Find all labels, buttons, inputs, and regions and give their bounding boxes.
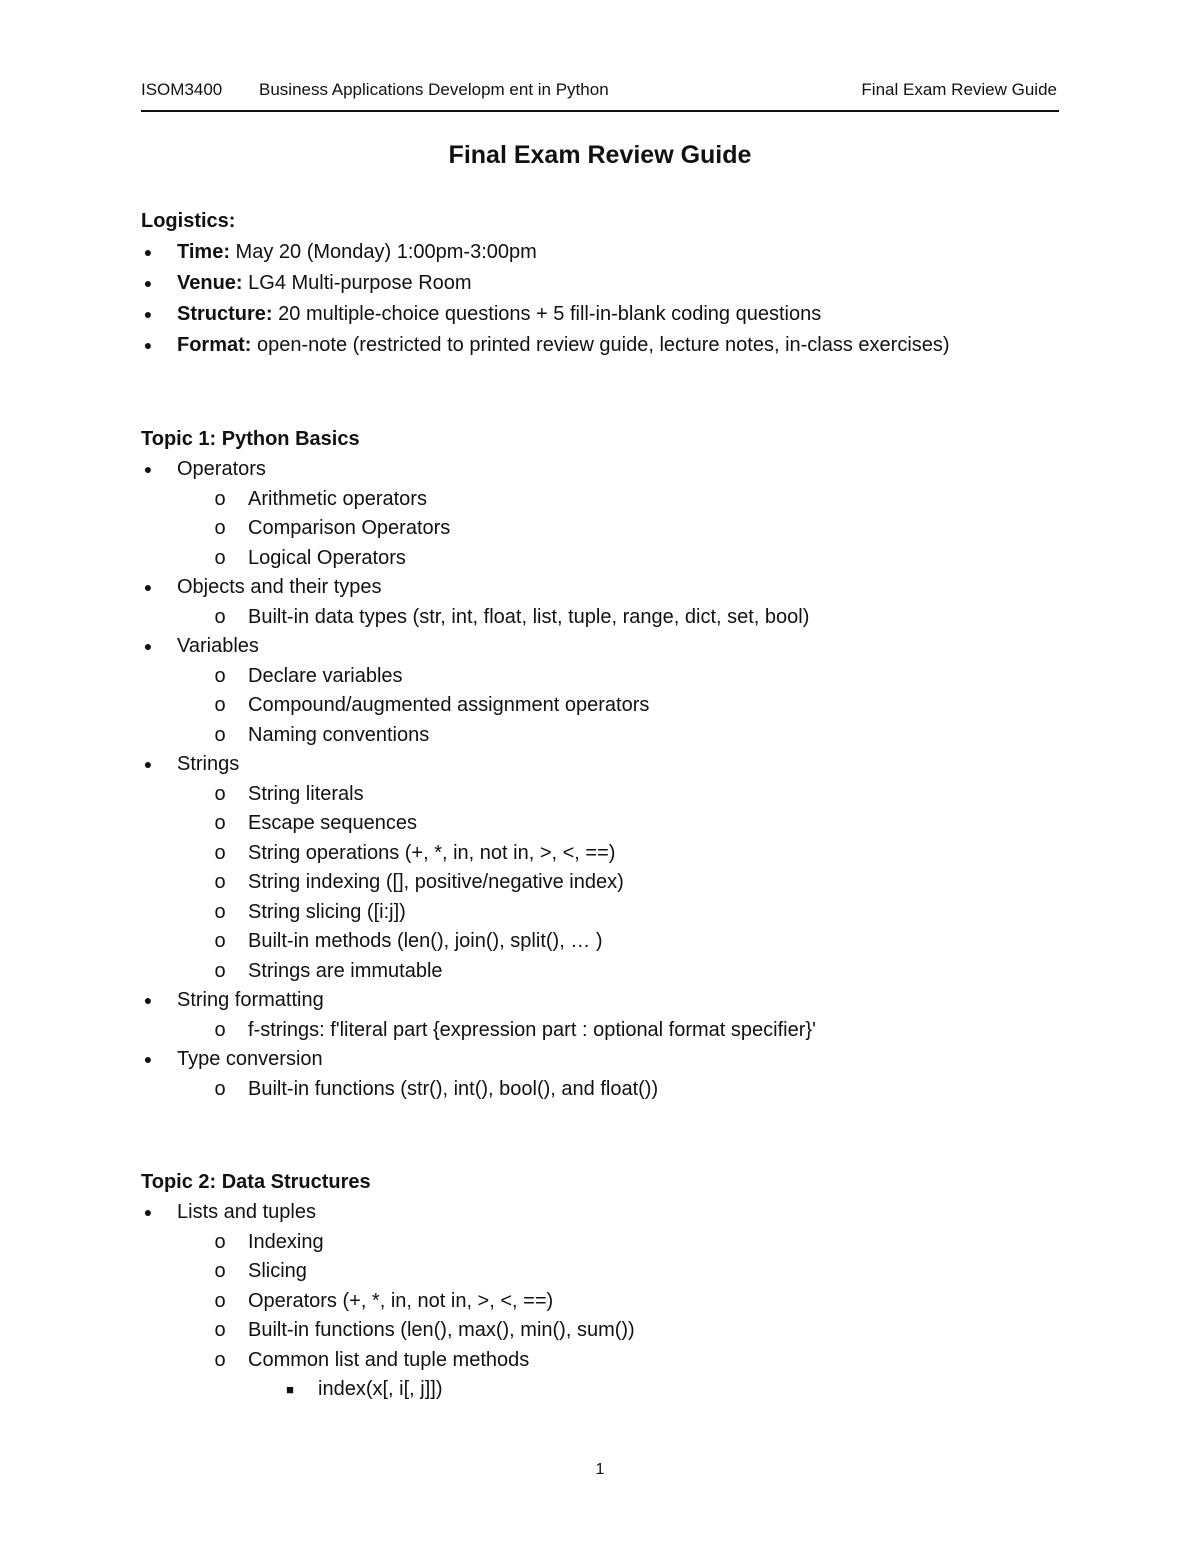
sub-list-item	[213, 1228, 1081, 1258]
sub-list-item	[213, 721, 1081, 751]
sub-list-item-text: Declare variables	[248, 664, 403, 687]
document-title: Final Exam Review Guide	[448, 141, 752, 169]
list-item-text: String formatting	[177, 989, 324, 1011]
sub-list-item-text: String literals	[248, 782, 364, 805]
spacer	[141, 361, 1081, 423]
topic1-list	[141, 455, 1081, 1104]
list-item	[141, 455, 1081, 573]
sub-list-item	[213, 544, 1081, 574]
logistics-list	[141, 237, 1081, 361]
circle-bullet-icon: o	[214, 517, 226, 539]
list-item	[141, 1045, 1081, 1104]
sub-list-item-text: f-strings: f'literal part {expression part : optional format specifier}'	[248, 1018, 816, 1041]
page-header	[141, 78, 1059, 112]
sub-list-item	[213, 1316, 1081, 1346]
bullet-icon: ●	[143, 306, 153, 322]
list-item	[141, 573, 1081, 632]
bullet-icon: ●	[143, 275, 153, 291]
sub-list-item	[213, 809, 1081, 839]
circle-bullet-icon: o	[214, 1348, 226, 1371]
list-item-text: Objects and their types	[177, 576, 382, 598]
circle-bullet-icon: o	[214, 664, 226, 687]
topic2-heading: Topic 2: Data Structures	[141, 1171, 371, 1193]
sub-list	[213, 780, 1081, 987]
sub-list-item	[213, 662, 1081, 692]
circle-bullet-icon: o	[214, 1018, 226, 1041]
sub-list	[213, 1228, 1081, 1405]
list-item	[141, 750, 1081, 986]
sub-sub-list	[283, 1375, 1081, 1405]
bullet-icon: ●	[143, 756, 153, 772]
header-document-title: Final Exam Review Guide	[861, 80, 1057, 99]
sub-list-item-text: Built-in data types (str, int, float, list, tuple, range, dict, set, bool)	[248, 605, 810, 628]
circle-bullet-icon: o	[214, 1260, 226, 1282]
circle-bullet-icon: o	[214, 1289, 226, 1312]
sub-list-item-text: Indexing	[248, 1230, 324, 1253]
sub-list-item	[213, 1075, 1081, 1105]
sub-list	[213, 662, 1081, 751]
sub-list-item	[213, 868, 1081, 898]
sub-list	[213, 1075, 1081, 1105]
circle-bullet-icon: o	[214, 1230, 226, 1253]
circle-bullet-icon: o	[214, 694, 226, 716]
logistics-value: May 20 (Monday) 1:00pm-3:00pm	[235, 241, 537, 263]
sub-list-item-text: Naming conventions	[248, 723, 430, 746]
sub-list-item	[213, 603, 1081, 633]
spacer	[141, 1104, 1081, 1166]
sub-list-item-text: Logical Operators	[248, 546, 406, 569]
logistics-label: Format:	[177, 334, 252, 356]
sub-list-item-text: Common list and tuple methods	[248, 1348, 530, 1371]
bullet-icon: ●	[143, 244, 153, 260]
list-item-text: Type conversion	[177, 1048, 323, 1070]
bullet-icon: ●	[143, 579, 153, 595]
sub-list-item-text: String operations (+, *, in, not in, >, <, ==)	[248, 841, 616, 864]
circle-bullet-icon: o	[214, 871, 226, 893]
circle-bullet-icon: o	[214, 487, 226, 510]
sub-sub-list-item-text: index(x[, i[, j]])	[318, 1378, 443, 1400]
sub-list-item-text: Built-in functions (len(), max(), min(), sum())	[248, 1319, 635, 1341]
circle-bullet-icon: o	[214, 782, 226, 805]
sub-sub-list-item	[283, 1375, 1081, 1405]
sub-list-item	[213, 780, 1081, 810]
logistics-label: Time:	[177, 241, 230, 263]
sub-list-item	[213, 485, 1081, 515]
sub-list-item	[213, 898, 1081, 928]
logistics-value: LG4 Multi-purpose Room	[248, 272, 472, 294]
bullet-icon: ●	[143, 992, 153, 1008]
circle-bullet-icon: o	[214, 812, 226, 834]
sub-list	[213, 603, 1081, 633]
topic1-heading: Topic 1: Python Basics	[141, 428, 360, 450]
sub-list-item-text: String indexing ([], positive/negative index)	[248, 871, 624, 893]
logistics-item-venue	[141, 268, 1081, 299]
sub-list-item-text: Arithmetic operators	[248, 487, 427, 510]
sub-list-item-text: Built-in functions (str(), int(), bool(), and float())	[248, 1077, 659, 1100]
list-item-text: Variables	[177, 635, 259, 657]
list-item	[141, 986, 1081, 1045]
sub-list-item	[213, 957, 1081, 987]
sub-list-item	[213, 927, 1081, 957]
logistics-item-time	[141, 237, 1081, 268]
logistics-item-structure	[141, 299, 1081, 330]
sub-list-item-text: Compound/augmented assignment operators	[248, 694, 650, 716]
square-bullet-icon: ■	[286, 1382, 294, 1397]
circle-bullet-icon: o	[214, 605, 226, 628]
logistics-value: 20 multiple-choice questions + 5 fill-in-blank coding questions	[278, 303, 822, 325]
circle-bullet-icon: o	[214, 959, 226, 982]
sub-list-item-text: Strings are immutable	[248, 959, 443, 982]
sub-list-item-text: Escape sequences	[248, 812, 418, 834]
list-item-text: Operators	[177, 458, 266, 480]
sub-list-item	[213, 839, 1081, 869]
sub-list-item	[213, 1287, 1081, 1317]
circle-bullet-icon: o	[214, 723, 226, 746]
course-name: Business Applications Developm ent in Python	[259, 80, 609, 99]
page-number: 1	[595, 1461, 605, 1478]
sub-list-item	[213, 1346, 1081, 1405]
sub-list-item	[213, 514, 1081, 544]
sub-list-item-text: Operators (+, *, in, not in, >, <, ==)	[248, 1289, 554, 1312]
document-body	[141, 205, 1081, 1405]
topic2-list	[141, 1198, 1081, 1405]
logistics-item-format	[141, 330, 1081, 361]
sub-list-item	[213, 691, 1081, 721]
sub-list	[213, 1016, 1081, 1046]
sub-list-item	[213, 1016, 1081, 1046]
list-item	[141, 1198, 1081, 1405]
circle-bullet-icon: o	[214, 1077, 226, 1100]
logistics-heading: Logistics:	[141, 210, 236, 232]
bullet-icon: ●	[143, 638, 153, 654]
bullet-icon: ●	[143, 1051, 153, 1067]
circle-bullet-icon: o	[214, 1319, 226, 1341]
circle-bullet-icon: o	[214, 546, 226, 569]
logistics-value: open-note (restricted to printed review guide, lecture notes, in-class exercises)	[257, 334, 950, 356]
sub-list	[213, 485, 1081, 574]
sub-list-item-text: Comparison Operators	[248, 517, 451, 539]
list-item-text: Strings	[177, 753, 240, 775]
bullet-icon: ●	[143, 1204, 153, 1220]
logistics-label: Structure:	[177, 303, 273, 325]
sub-list-item-text: String slicing ([i:j])	[248, 900, 406, 923]
circle-bullet-icon: o	[214, 930, 226, 952]
logistics-label: Venue:	[177, 272, 243, 294]
sub-list-item-text: Built-in methods (len(), join(), split(), … )	[248, 930, 603, 952]
course-code: ISOM3400	[141, 80, 223, 99]
sub-list-item	[213, 1257, 1081, 1287]
sub-list-item-text: Slicing	[248, 1260, 307, 1282]
bullet-icon: ●	[143, 337, 153, 353]
circle-bullet-icon: o	[214, 900, 226, 923]
bullet-icon: ●	[143, 461, 153, 477]
list-item-text: Lists and tuples	[177, 1201, 316, 1223]
circle-bullet-icon: o	[214, 841, 226, 864]
list-item	[141, 632, 1081, 750]
